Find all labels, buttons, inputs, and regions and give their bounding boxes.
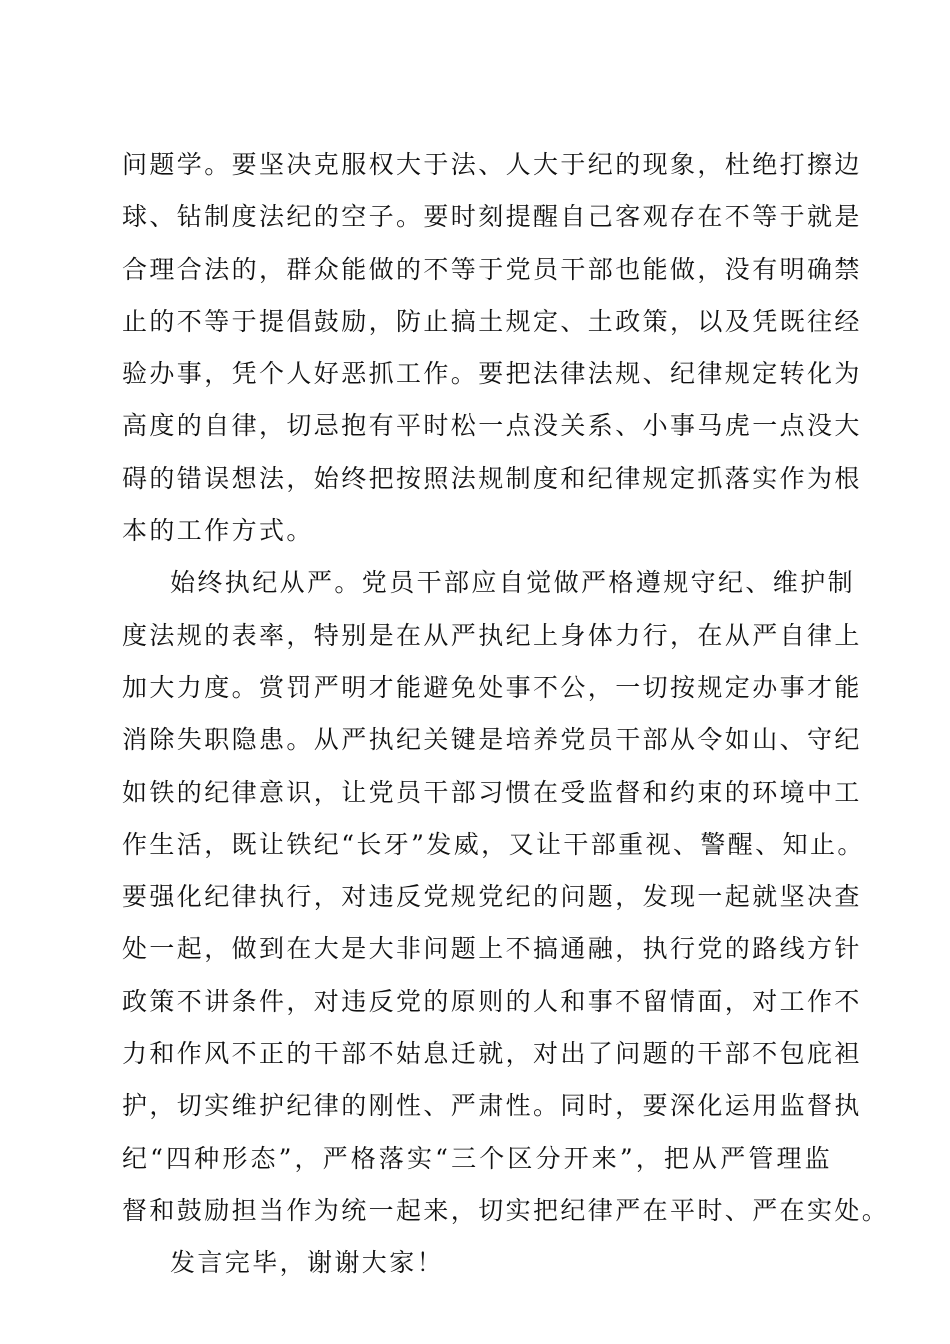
text-line: 如铁的纪律意识，让党员干部习惯在受监督和约束的环境中工 — [122, 777, 862, 807]
text-line: 高度的自律，切忌抱有平时松一点没关系、小事马虎一点没大 — [122, 411, 862, 441]
text-line: 督和鼓励担当作为统一起来，切实把纪律严在平时、严在实处。 — [122, 1195, 890, 1225]
paragraph-2 — [122, 557, 890, 1237]
text-line: 加大力度。赏罚严明才能避免处事不公，一切按规定办事才能 — [122, 672, 862, 702]
text-line: 验办事，凭个人好恶抓工作。要把法律法规、纪律规定转化为 — [122, 359, 862, 389]
text-line: 合理合法的，群众能做的不等于党员干部也能做，没有明确禁 — [122, 254, 862, 284]
text-line: 护，切实维护纪律的刚性、严肃性。同时，要深化运用监督执 — [122, 1091, 862, 1121]
document-body — [122, 139, 890, 1290]
text-line: 发言完毕，谢谢大家！ — [170, 1248, 445, 1278]
text-line: 本的工作方式。 — [122, 516, 314, 546]
text-line: 力和作风不正的干部不姑息迁就，对出了问题的干部不包庇袒 — [122, 1039, 862, 1069]
text-line: 消除失职隐患。从严执纪关键是培养党员干部从令如山、守纪 — [122, 725, 862, 755]
paragraph-3 — [122, 1237, 832, 1289]
text-line: 政策不讲条件，对违反党的原则的人和事不留情面，对工作不 — [122, 986, 862, 1016]
text-line: 要强化纪律执行，对违反党规党纪的问题，发现一起就坚决查 — [122, 882, 862, 912]
text-line: 球、钻制度法纪的空子。要时刻提醒自己客观存在不等于就是 — [122, 202, 862, 232]
paragraph-1 — [122, 139, 862, 557]
text-line: 止的不等于提倡鼓励，防止搞土规定、土政策，以及凭既往经 — [122, 306, 862, 336]
text-line: 碍的错误想法，始终把按照法规制度和纪律规定抓落实作为根 — [122, 463, 862, 493]
text-line: 问题学。要坚决克服权大于法、人大于纪的现象，杜绝打擦边 — [122, 150, 862, 179]
text-line: 始终执纪从严。党员干部应自觉做严格遵规守纪、维护制 — [170, 568, 856, 598]
text-line: 纪“四种形态”，严格落实“三个区分开来”，把从严管理监 — [122, 1143, 832, 1173]
text-line: 作生活，既让铁纪“长牙”发威，又让干部重视、警醒、知止。 — [122, 829, 865, 859]
text-line: 处一起，做到在大是大非问题上不搞通融，执行党的路线方针 — [122, 934, 862, 964]
text-line: 度法规的表率，特别是在从严执纪上身体力行，在从严自律上 — [122, 620, 862, 650]
